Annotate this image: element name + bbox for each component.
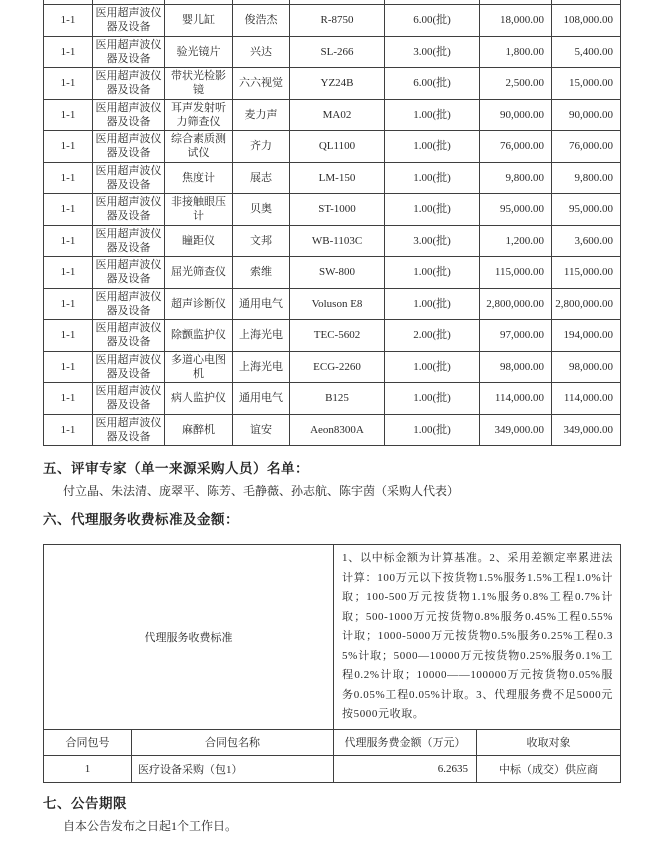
cell-category: 医用超声波仪器及设备 <box>93 414 165 446</box>
cell-unit-price: 98,000.00 <box>480 351 552 383</box>
cell-model: YZ24B <box>290 68 385 100</box>
cell-model: ECG-2260 <box>290 351 385 383</box>
cell-total-price: 95,000.00 <box>552 194 621 226</box>
cell-unit-price: 18,000.00 <box>480 5 552 37</box>
expert-names: 付立晶、朱法清、庞翠平、陈芳、毛静薇、孙志航、陈宇茵（采购人代表） <box>63 484 460 498</box>
cell-unit-price: 9,800.00 <box>480 162 552 194</box>
cell-total-price: 114,000.00 <box>552 383 621 415</box>
cell-package-no: 1-1 <box>44 351 93 383</box>
cell-model: SW-800 <box>290 257 385 289</box>
cell-brand: 俊浩杰 <box>233 5 290 37</box>
item-row <box>44 5 621 37</box>
cell-quantity: 1.00(批) <box>385 99 480 131</box>
cell-package-no: 1-1 <box>44 36 93 68</box>
cell-product-name: 除颤监护仪 <box>165 320 233 352</box>
cell-category: 医用超声波仪器及设备 <box>93 5 165 37</box>
fee-standard-label: 代理服务收费标准 <box>44 545 334 730</box>
item-row <box>44 351 621 383</box>
agency-fee-table <box>43 544 621 783</box>
cell-package-no: 1-1 <box>44 320 93 352</box>
cell-category: 医用超声波仪器及设备 <box>93 162 165 194</box>
cell-brand: 六六视觉 <box>233 68 290 100</box>
cell-quantity: 1.00(批) <box>385 351 480 383</box>
cell-total-price: 9,800.00 <box>552 162 621 194</box>
cell-unit-price: 114,000.00 <box>480 383 552 415</box>
cell-package-no: 1-1 <box>44 131 93 163</box>
cell-total-price: 108,000.00 <box>552 5 621 37</box>
section6-heading: 六、代理服务收费标准及金额： <box>43 512 239 527</box>
cell-total-price: 98,000.00 <box>552 351 621 383</box>
cell-brand: 通用电气 <box>233 383 290 415</box>
cell-total-price: 3,600.00 <box>552 225 621 257</box>
cell-unit-price: 2,800,000.00 <box>480 288 552 320</box>
cell-model: LM-150 <box>290 162 385 194</box>
fee-standard-text: 1、以中标金额为计算基准。2、采用差额定率累进法计算：100万元以下按货物1.5%服务1.5%工程1.0%计取；100-500万元按货物1.1%服务0.8%工程0.7%计取；500-1000万元按货物0.8%服务0.45%工程0.55%计取；1000-5000万元按货物0.5%服务0.25%工程0.35%计取；5000—10000万元按货物0.25%服务0.1%工程0.2%计取；10000——100000万元按货物0.05%服务0.05%工程0.05%计取。3、代理服务费不足5000元按5000元收取。 <box>334 545 621 730</box>
fee-header-row <box>44 729 621 755</box>
item-row <box>44 288 621 320</box>
cell-total-price: 115,000.00 <box>552 257 621 289</box>
cell-package-no: 1-1 <box>44 225 93 257</box>
cell-package-no: 1-1 <box>44 383 93 415</box>
item-row <box>44 414 621 446</box>
cell-quantity: 1.00(批) <box>385 194 480 226</box>
cell-quantity: 3.00(批) <box>385 225 480 257</box>
cell-unit-price: 115,000.00 <box>480 257 552 289</box>
fee-header-target: 收取对象 <box>477 729 621 755</box>
fee-header-package-name: 合同包名称 <box>132 729 334 755</box>
cell-brand: 齐力 <box>233 131 290 163</box>
item-row <box>44 131 621 163</box>
cell-package-no: 1-1 <box>44 194 93 226</box>
cell-model: SL-266 <box>290 36 385 68</box>
cell-quantity: 1.00(批) <box>385 383 480 415</box>
fee-header-package-no: 合同包号 <box>44 729 132 755</box>
cell-product-name: 验光镜片 <box>165 36 233 68</box>
cell-total-price: 76,000.00 <box>552 131 621 163</box>
cell-total-price: 15,000.00 <box>552 68 621 100</box>
cell-unit-price: 95,000.00 <box>480 194 552 226</box>
cell-product-name: 非接触眼压计 <box>165 194 233 226</box>
cell-brand: 贝奥 <box>233 194 290 226</box>
cell-category: 医用超声波仪器及设备 <box>93 288 165 320</box>
cell-model: WB-1103C <box>290 225 385 257</box>
cell-product-name: 焦度计 <box>165 162 233 194</box>
cell-model: R-8750 <box>290 5 385 37</box>
cell-model: ST-1000 <box>290 194 385 226</box>
agency-fee-table-body <box>44 545 621 783</box>
cell-category: 医用超声波仪器及设备 <box>93 351 165 383</box>
cell-quantity: 6.00(批) <box>385 5 480 37</box>
item-row <box>44 162 621 194</box>
fee-standard-row <box>44 545 621 730</box>
cell-category: 医用超声波仪器及设备 <box>93 99 165 131</box>
cell-brand: 通用电气 <box>233 288 290 320</box>
cell-product-name: 病人监护仪 <box>165 383 233 415</box>
cell-total-price: 2,800,000.00 <box>552 288 621 320</box>
fee-cell-package-no: 1 <box>44 755 132 782</box>
cell-package-no: 1-1 <box>44 162 93 194</box>
fee-data-row <box>44 755 621 782</box>
cell-quantity: 1.00(批) <box>385 414 480 446</box>
cell-package-no: 1-1 <box>44 414 93 446</box>
fee-cell-amount: 6.2635 <box>334 755 477 782</box>
cell-quantity: 2.00(批) <box>385 320 480 352</box>
cell-product-name: 综合素质测试仪 <box>165 131 233 163</box>
item-row <box>44 320 621 352</box>
cell-quantity: 1.00(批) <box>385 131 480 163</box>
cell-category: 医用超声波仪器及设备 <box>93 131 165 163</box>
cell-category: 医用超声波仪器及设备 <box>93 225 165 257</box>
cell-brand: 谊安 <box>233 414 290 446</box>
cell-package-no: 1-1 <box>44 288 93 320</box>
cell-brand: 展志 <box>233 162 290 194</box>
cell-package-no: 1-1 <box>44 257 93 289</box>
cell-model: Aeon8300A <box>290 414 385 446</box>
cell-model: MA02 <box>290 99 385 131</box>
item-row <box>44 194 621 226</box>
cell-category: 医用超声波仪器及设备 <box>93 194 165 226</box>
item-row <box>44 68 621 100</box>
item-row <box>44 99 621 131</box>
cell-unit-price: 90,000.00 <box>480 99 552 131</box>
item-row <box>44 257 621 289</box>
cell-product-name: 瞳距仪 <box>165 225 233 257</box>
cell-quantity: 3.00(批) <box>385 36 480 68</box>
cell-unit-price: 1,200.00 <box>480 225 552 257</box>
cell-product-name: 屈光筛查仪 <box>165 257 233 289</box>
item-row <box>44 383 621 415</box>
cell-category: 医用超声波仪器及设备 <box>93 383 165 415</box>
cell-total-price: 90,000.00 <box>552 99 621 131</box>
cell-total-price: 194,000.00 <box>552 320 621 352</box>
cell-product-name: 麻醉机 <box>165 414 233 446</box>
cell-category: 医用超声波仪器及设备 <box>93 68 165 100</box>
cell-model: B125 <box>290 383 385 415</box>
cell-unit-price: 76,000.00 <box>480 131 552 163</box>
cell-brand: 兴达 <box>233 36 290 68</box>
announcement-period-text: 自本公告发布之日起1个工作日。 <box>63 818 238 833</box>
section5-heading: 五、评审专家（单一来源采购人员）名单： <box>43 461 309 476</box>
cell-model: Voluson E8 <box>290 288 385 320</box>
cell-brand: 索维 <box>233 257 290 289</box>
cell-brand: 上海光电 <box>233 320 290 352</box>
cell-product-name: 婴儿缸 <box>165 5 233 37</box>
cell-quantity: 6.00(批) <box>385 68 480 100</box>
cell-brand: 上海光电 <box>233 351 290 383</box>
cell-brand: 麦力声 <box>233 99 290 131</box>
cell-quantity: 1.00(批) <box>385 257 480 289</box>
cell-quantity: 1.00(批) <box>385 288 480 320</box>
cell-model: QL1100 <box>290 131 385 163</box>
section7-heading: 七、公告期限 <box>43 795 127 811</box>
cell-unit-price: 1,800.00 <box>480 36 552 68</box>
cell-unit-price: 97,000.00 <box>480 320 552 352</box>
items-table <box>43 0 621 446</box>
cell-total-price: 349,000.00 <box>552 414 621 446</box>
cell-total-price: 5,400.00 <box>552 36 621 68</box>
item-row <box>44 225 621 257</box>
cell-quantity: 1.00(批) <box>385 162 480 194</box>
cell-unit-price: 2,500.00 <box>480 68 552 100</box>
cell-model: TEC-5602 <box>290 320 385 352</box>
items-table-body <box>44 0 621 446</box>
cell-product-name: 带状光检影镜 <box>165 68 233 100</box>
cell-package-no: 1-1 <box>44 5 93 37</box>
cell-category: 医用超声波仪器及设备 <box>93 320 165 352</box>
cell-package-no: 1-1 <box>44 68 93 100</box>
item-row <box>44 36 621 68</box>
cell-brand: 文邦 <box>233 225 290 257</box>
cell-package-no: 1-1 <box>44 99 93 131</box>
cell-unit-price: 349,000.00 <box>480 414 552 446</box>
fee-cell-target: 中标（成交）供应商 <box>477 755 621 782</box>
cell-category: 医用超声波仪器及设备 <box>93 36 165 68</box>
cell-product-name: 耳声发射听力筛查仪 <box>165 99 233 131</box>
fee-cell-package-name: 医疗设备采购（包1） <box>132 755 334 782</box>
cell-product-name: 多道心电图机 <box>165 351 233 383</box>
fee-header-amount: 代理服务费金额（万元） <box>334 729 477 755</box>
cell-category: 医用超声波仪器及设备 <box>93 257 165 289</box>
cell-product-name: 超声诊断仪 <box>165 288 233 320</box>
